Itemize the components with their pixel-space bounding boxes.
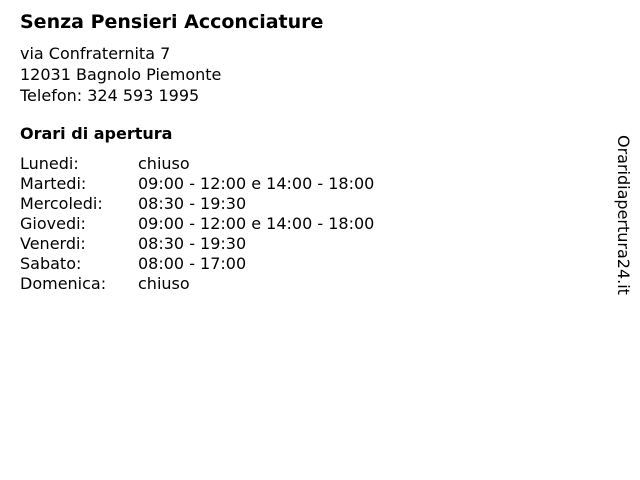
phone-number: Telefon: 324 593 1995 xyxy=(20,86,200,105)
day-label: Mercoledi: xyxy=(20,194,103,213)
business-name: Senza Pensieri Acconciature xyxy=(20,11,324,33)
hours-row-friday xyxy=(20,234,374,254)
time-value: 08:30 - 19:30 xyxy=(138,234,247,253)
hours-row-wednesday xyxy=(20,194,374,214)
hours-row-tuesday xyxy=(20,174,374,194)
city-postal-code: 12031 Bagnolo Piemonte xyxy=(20,65,222,84)
day-label: Domenica: xyxy=(20,274,107,293)
street-address: via Confraternita 7 xyxy=(20,44,171,63)
opening-hours-heading: Orari di apertura xyxy=(20,124,173,143)
time-value: chiuso xyxy=(138,154,190,173)
hours-row-saturday xyxy=(20,254,374,274)
day-label: Venerdi: xyxy=(20,234,86,253)
hours-row-sunday xyxy=(20,274,374,294)
hours-row-thursday xyxy=(20,214,374,234)
time-value: 09:00 - 12:00 e 14:00 - 18:00 xyxy=(138,214,375,233)
time-value: 09:00 - 12:00 e 14:00 - 18:00 xyxy=(138,174,375,193)
time-value: 08:00 - 17:00 xyxy=(138,254,247,273)
day-label: Martedi: xyxy=(20,174,87,193)
time-value: chiuso xyxy=(138,274,190,293)
day-label: Lunedi: xyxy=(20,154,79,173)
day-label: Sabato: xyxy=(20,254,82,273)
business-address xyxy=(20,43,221,106)
day-label: Giovedi: xyxy=(20,214,86,233)
hours-row-monday xyxy=(20,154,374,174)
time-value: 08:30 - 19:30 xyxy=(138,194,247,213)
opening-hours-table xyxy=(20,154,374,294)
site-watermark: Oraridiapertura24.it xyxy=(614,135,633,295)
